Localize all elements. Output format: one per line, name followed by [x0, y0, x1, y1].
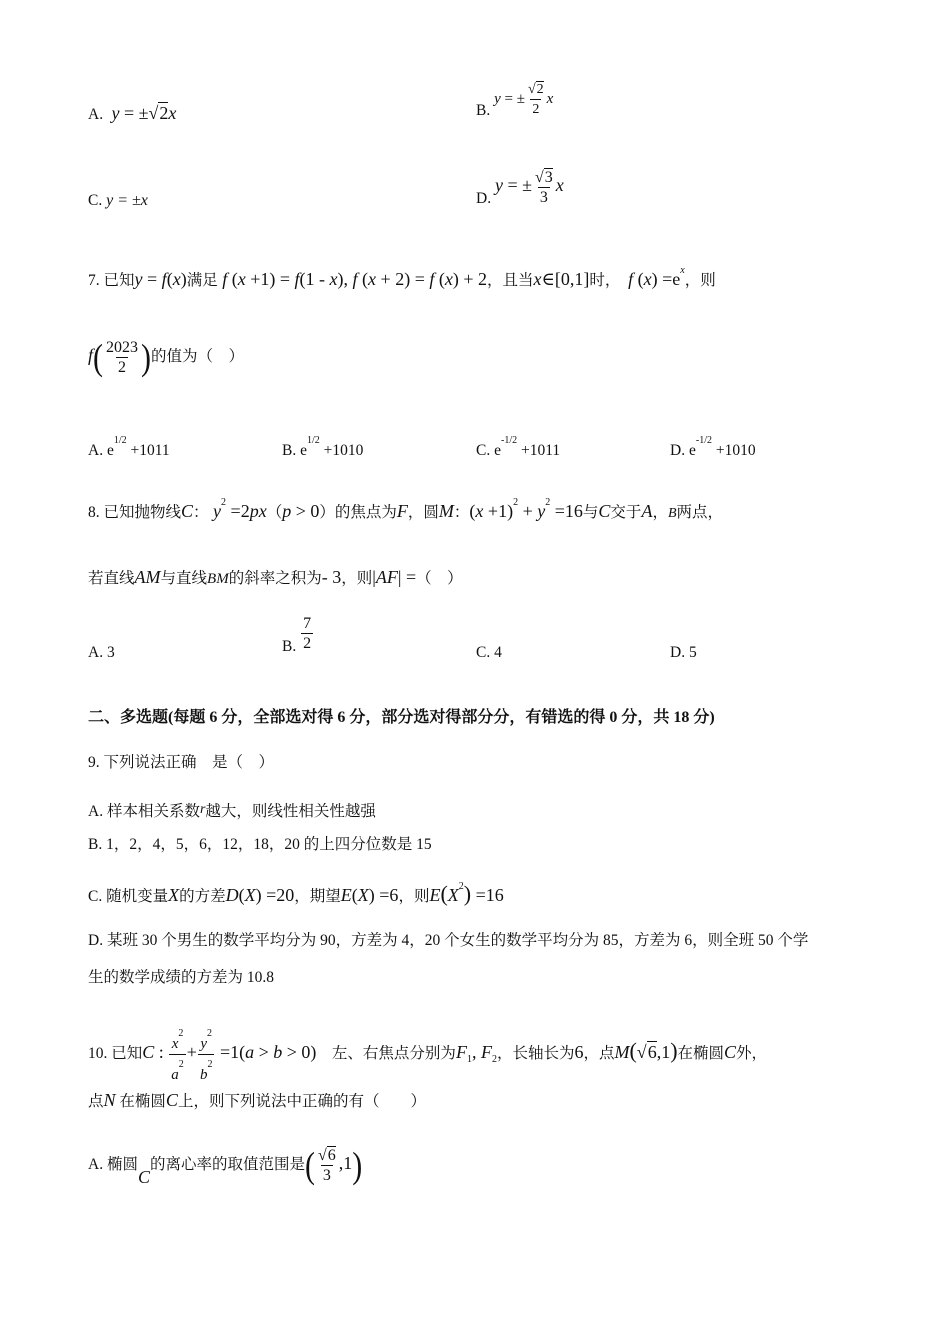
q6-option-d: D. y = ± $\frac{√3}{3}$ x: [476, 169, 564, 208]
q7-option-c: C. $e^{-1/2} +1011$: [476, 435, 561, 459]
q8-option-d: D. 5: [670, 644, 697, 661]
q10-stem-line1: 10. 已知C : $\frac{x^2}{a^2}$ + $\frac{y^2}{b^2}$ =1(a > b > 0) 左、右焦点分别为$F_1$, $F_2$，长轴长为6，点M(√6,1)在椭圆C外，: [88, 1028, 768, 1083]
q9-option-c: C. 随机变量X的方差D(X) =20，期望E(X) =6，则$E(X^2) =16$: [88, 881, 504, 906]
section-heading: 二、多选题(每题 6 分，全部选对得 6 分，部分选对得部分分，有错选的得 0 分，共 18 分): [88, 709, 715, 726]
q6-option-b: B. y = ± $\frac{√2}{2}$ x: [476, 82, 554, 120]
q7-stem-line1: 7. 已知y = f(x)满足 f (x +1) = f(1 - x), f (x + 2) = f (x) + 2，且当x∈[0,1]时， f $(x) =e^x$，则: [88, 265, 716, 289]
q10-option-a: A. 椭圆C的离心率的取值范围是( $\frac{√6}{3}$ ,1): [88, 1144, 363, 1188]
q9-option-d-line2: 生的数学成绩的方差为 10.8: [88, 969, 275, 986]
q9-stem: 9. 下列说法正确 是（ ）: [88, 754, 275, 771]
q9-option-a: A. 样本相关系数r越大，则线性相关性越强: [88, 802, 376, 820]
q9-option-b: B. 1，2，4，5，6，12，18，20 的上四分位数是 15: [88, 836, 432, 853]
q10-stem-line2: 点N 在椭圆C上，则下列说法中正确的有（ ）: [88, 1090, 426, 1110]
q7-option-b: B. $e^{1/2} +1010$: [282, 435, 364, 459]
q9-option-d-line1: D. 某班 30 个男生的数学平均分为 90，方差为 4，20 个女生的数学平均分为 85，方差为 6，则全班 50 个学: [88, 932, 809, 949]
q8-stem-line2: 若直线AM与直线BM的斜率之积为- 3，则|AF| =（ ）: [88, 567, 463, 587]
q6-option-a: A. y = ±√2x: [88, 103, 177, 123]
q8-option-c: C. 4: [476, 644, 502, 661]
q7-option-d: D. $e^{-1/2} +1010$: [670, 435, 756, 459]
q6-option-c: C. y = ±x: [88, 192, 148, 209]
q8-stem-line1: 8. 已知抛物线C： $y^2 =2px(p > 0)$的焦点为F，圆M：$(x +1)^2 + y^2 =16$与C交于A，B两点，: [88, 497, 724, 521]
q7-stem-line2: f( $\frac{2023}{2}$ )的值为（ ）: [88, 336, 245, 378]
q8-option-b: B. $\frac{7}{2}$: [282, 615, 312, 656]
q7-option-a: A. $e^{1/2} +1011$: [88, 435, 170, 459]
q8-option-a: A. 3: [88, 644, 115, 661]
